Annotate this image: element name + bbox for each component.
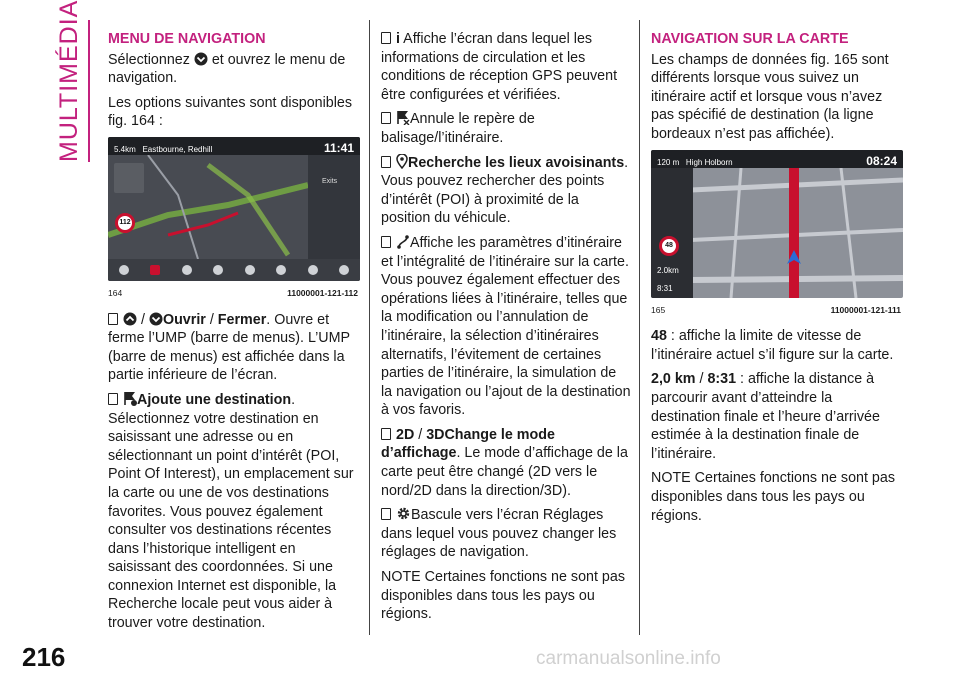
section-heading: NAVIGATION SUR LA CARTE [651, 31, 849, 47]
route-icon [396, 234, 410, 249]
section-heading: MENU DE NAVIGATION [108, 31, 266, 47]
figure-number: 165 [651, 304, 666, 315]
clock: 11:41 [323, 140, 354, 155]
menu-icon-4[interactable] [213, 265, 223, 275]
watermark: carmanualsonline.info [536, 648, 721, 669]
item-settings: Bascule vers l’écran Réglages dans lequel vous pouvez changer les réglages de navigation. [381, 507, 617, 561]
book-icon [381, 156, 391, 168]
figure-caption [651, 301, 901, 320]
menu-icon-5[interactable] [245, 265, 255, 275]
book-icon [381, 428, 391, 440]
field-speed-limit: 48 : affiche la limite de vitesse de l’itinéraire actuel s’il figure sur la carte. [651, 328, 894, 363]
clock: 08:24 [866, 153, 897, 168]
turn-sign [114, 163, 144, 193]
page-number: 216 [22, 642, 66, 672]
item-info: i Affiche l’écran dans lequel les informations de circulation et les conditions de réception GPS peuvent être configurées et vérifiées. [381, 31, 618, 103]
menu-icon-3[interactable] [182, 265, 192, 275]
menu-icon-6[interactable] [276, 265, 286, 275]
book-icon [108, 393, 118, 405]
column-divider-2 [639, 20, 640, 635]
column-3 [651, 30, 901, 531]
intro-paragraph: Sélectionnez et ouvrez le menu de navigation. [108, 51, 346, 87]
chevron-down-icon [194, 52, 208, 66]
book-icon [381, 236, 391, 248]
item-view-mode: 2D / 3DChange le mode d’affichage. Le mode d’affichage de la carte peut être changé (2D vers le nord/2D dans la direction/3D). [381, 426, 628, 499]
column-1 [108, 30, 358, 639]
section-rule [88, 20, 90, 162]
speed-limit-sign: 48 [659, 236, 679, 256]
book-icon [381, 112, 391, 124]
item-nearby: Recherche les lieux avoisinants. Vous pouvez rechercher des points d’intérêt (POI) à proximité de la position du véhicule. [381, 154, 629, 227]
flag-cancel-icon [396, 110, 410, 125]
item-open-close: / Ouvrir / Fermer. Ouvre et ferme l’UMP (barre de menus). L’UMP (barre de menus) est affichée dans la partie inférieure de l’écran. [108, 311, 350, 384]
book-icon [108, 313, 118, 325]
menu-icon-1[interactable] [119, 265, 129, 275]
active-route [789, 168, 799, 298]
data-fields-paragraph: Les champs de données fig. 165 sont différents lorsque vous suivez un itinéraire actif et lorsque vous n’avez pas spécifié de destination (la ligne bordeaux n’est pas affichée). [651, 51, 889, 142]
figure-164-nav-screen [108, 137, 360, 281]
item-cancel-route: Annule le repère de balisage/l’itinéraire. [381, 111, 535, 146]
figure-number: 164 [108, 287, 123, 298]
chevron-down-icon [149, 312, 163, 326]
book-icon [381, 508, 391, 520]
figure-code: 11000001-121-111 [830, 304, 901, 315]
nav-top-bar: 120 m High Holborn [651, 150, 903, 168]
section-label: MULTIMÉDIA [55, 0, 83, 162]
vehicle-position-icon [787, 250, 801, 264]
remaining-info: 2.0km 8:31 [657, 265, 679, 294]
field-distance-time: 2,0 km / 8:31 : affiche la distance à parcourir avant d’atteindre la destination finale et l’heure d’arrivée estimée à la destination finale de l’itinéraire. [651, 371, 880, 462]
figure-code: 11000001-121-112 [287, 287, 358, 298]
figure-165-nav-screen [651, 150, 903, 298]
nav-top-bar: 5.4km Eastbourne, Redhill [108, 137, 360, 155]
note: NOTE Certaines fonctions ne sont pas disponibles dans tous les pays ou régions. [651, 470, 895, 524]
speed-limit-sign: 112 [115, 213, 135, 233]
options-paragraph: Les options suivantes sont disponibles fig. 164 : [108, 94, 352, 130]
menu-icon-7[interactable] [308, 265, 318, 275]
column-2 [381, 30, 631, 630]
menu-icon-2[interactable] [150, 265, 160, 275]
item-add-destination: Ajoute une destination. Sélectionnez votre destination en saisissant une adresse ou en sélectionnant un point d’intérêt (POI, Point Of Interest), un emplacement sur la carte ou une de vos destinations favorites. Vous pouvez également consulter vos destinations récentes dans l’historique intelligent en saisissant des coordonnées. Si une connexion Internet est disponible, la Recherche locale peut vous aider à trouver votre destination. [108, 391, 354, 632]
menu-bar [108, 259, 360, 281]
menu-icon-8[interactable] [339, 265, 349, 275]
item-route-settings: Affiche les paramètres d’itinéraire et l’intégralité de l’itinéraire sur la carte. Vous pouvez également effectuer des opérations liées à l’itinéraire, telles que la modification ou l’annulation de l’itinéraire, la sélection d’itinéraires alternatifs, l’évitement de certaines parties de l’itinéraire, la simulation de la navigation ou l’ajout de la destination à vos favoris. [381, 234, 631, 419]
chevron-up-icon [123, 312, 137, 326]
flag-add-icon [123, 391, 137, 406]
exits-panel: Exits [308, 155, 360, 259]
location-pin-icon [396, 154, 408, 169]
column-divider-1 [369, 20, 370, 635]
note: NOTE Certaines fonctions ne sont pas disponibles dans tous les pays ou régions. [381, 569, 625, 623]
book-icon [381, 32, 391, 44]
gear-icon [396, 506, 411, 521]
figure-caption [108, 284, 358, 303]
